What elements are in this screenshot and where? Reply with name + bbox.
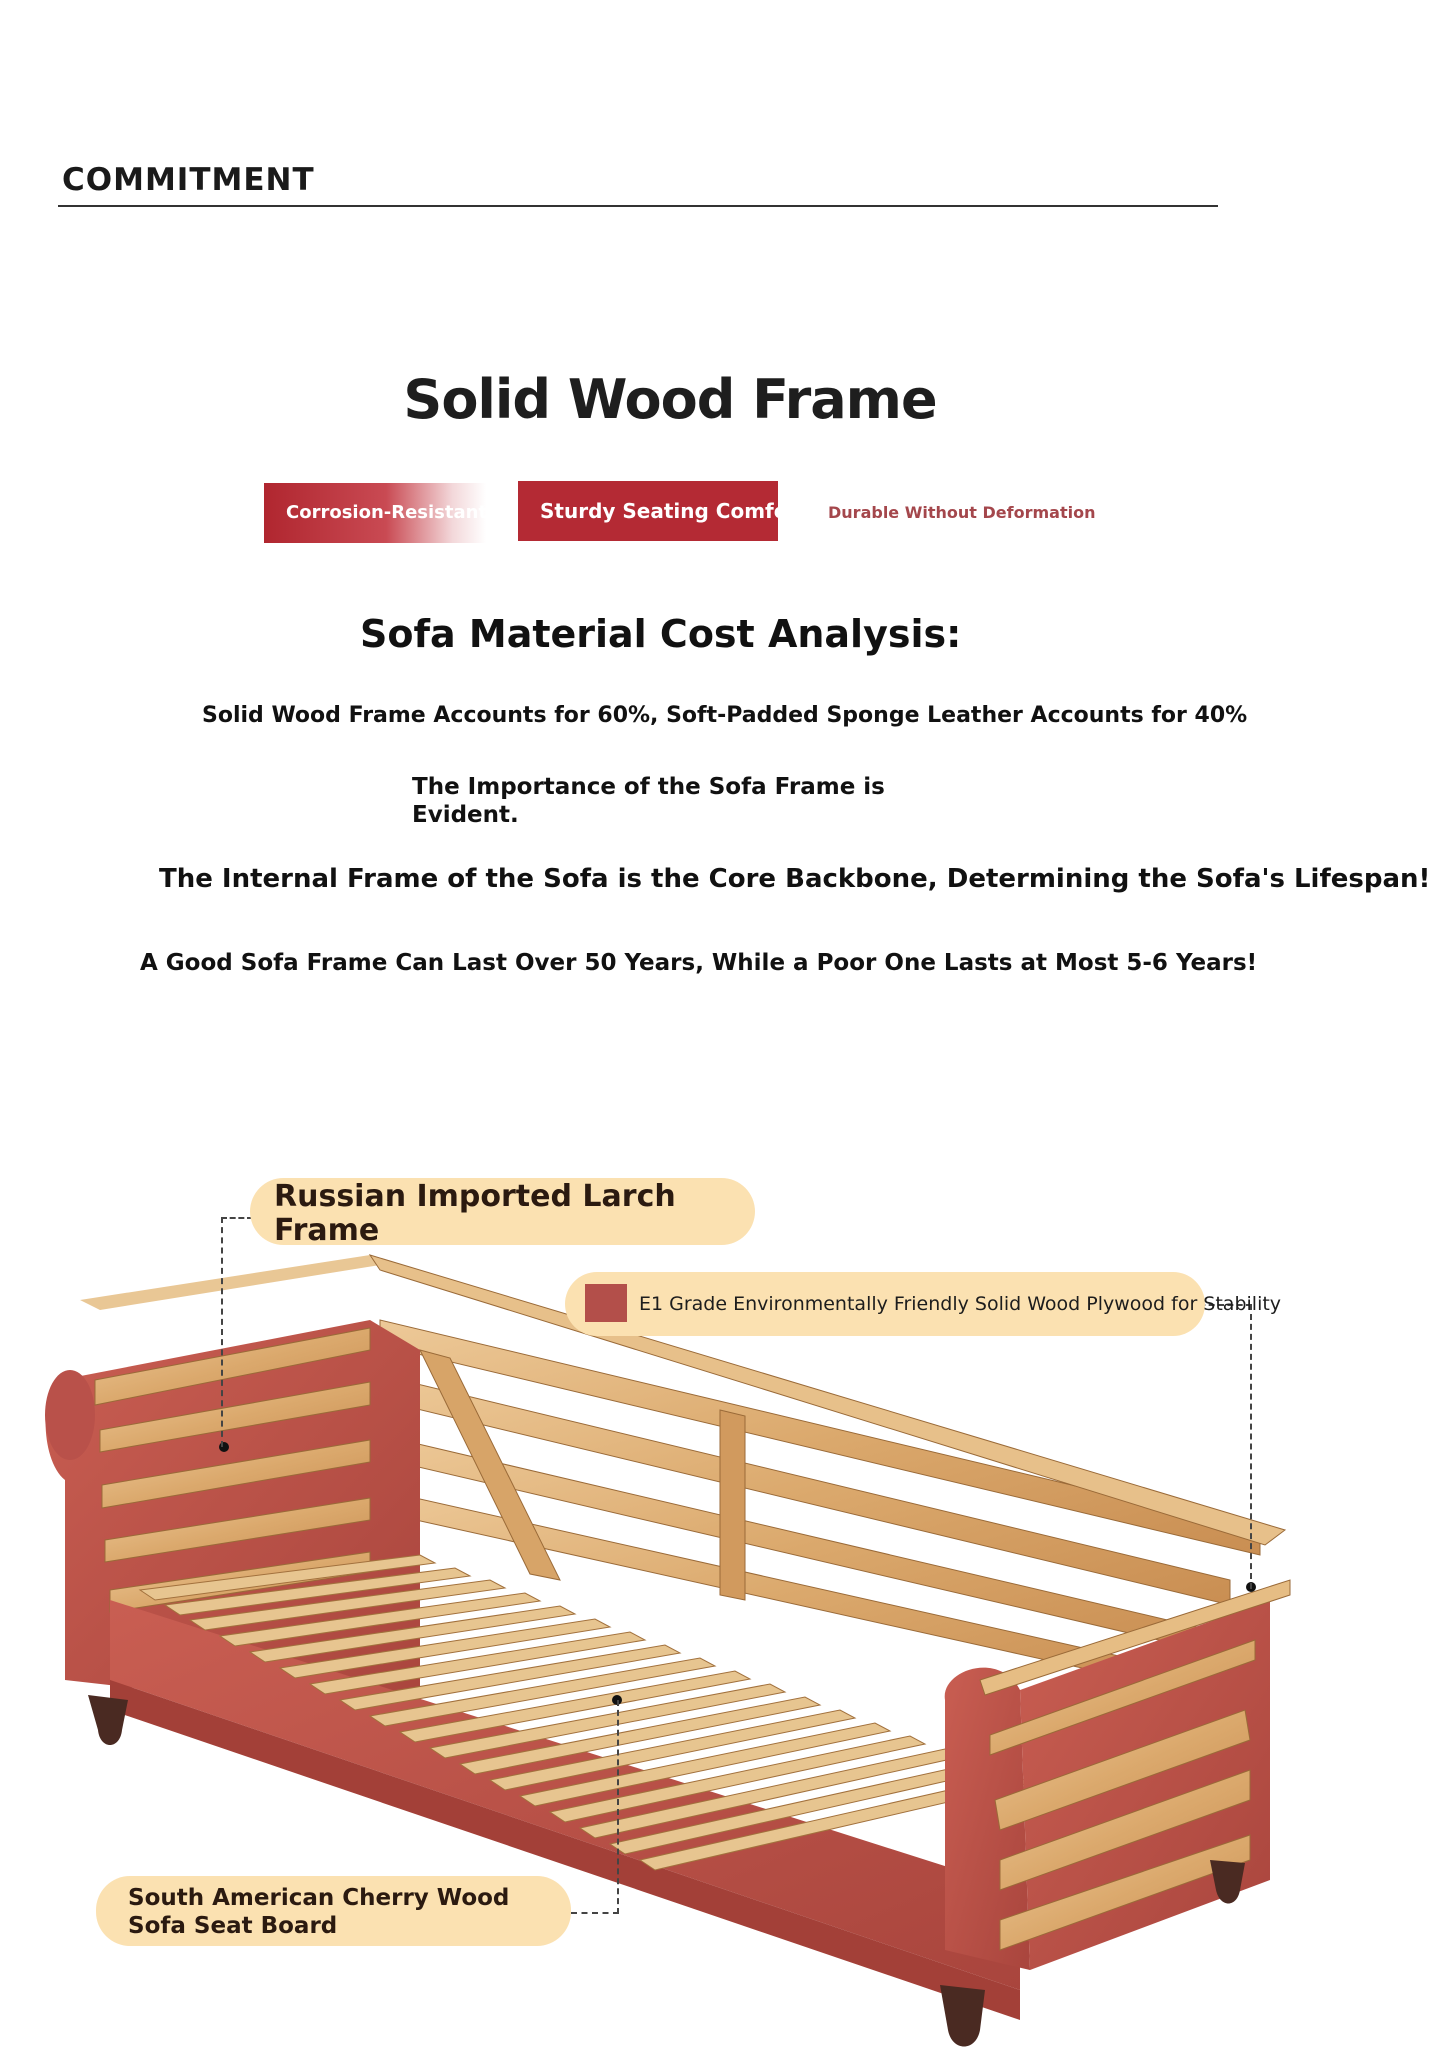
page-title: Solid Wood Frame: [403, 368, 937, 431]
seat-board-label: South American Cherry Wood Sofa Seat Board: [128, 1885, 510, 1939]
seat-board-leader-line: [571, 1700, 619, 1914]
frame-leader-line: [221, 1217, 253, 1447]
plywood-color-swatch: [585, 1284, 627, 1322]
section-divider: [58, 205, 1218, 207]
plywood-label: E1 Grade Environmentally Friendly Solid Wood Plywood for Stability: [639, 1293, 1282, 1315]
larch-frame-label: Russian Imported Larch Frame: [274, 1179, 676, 1248]
tag-corrosion-resistant: Corrosion-Resistant: [264, 483, 486, 543]
cost-analysis-title: Sofa Material Cost Analysis:: [360, 612, 962, 656]
plywood-leader-line: [1190, 1304, 1252, 1589]
cost-ratio-text: Solid Wood Frame Accounts for 60%, Soft-Padded Sponge Leather Accounts for 40%: [202, 703, 1248, 728]
plywood-callout: [565, 1272, 1282, 1336]
seat-board-callout: [96, 1876, 571, 1946]
frame-lifespan-text: A Good Sofa Frame Can Last Over 50 Years, While a Poor One Lasts at Most 5-6 Years!: [140, 950, 1258, 976]
tag-durable: Durable Without Deformation: [808, 483, 1068, 543]
section-label: COMMITMENT: [62, 162, 315, 198]
frame-importance-text: The Importance of the Sofa Frame is Evident.: [412, 774, 885, 828]
frame-core-text: The Internal Frame of the Sofa is the Core Backbone, Determining the Sofa's Lifespan!: [159, 864, 1430, 894]
tag-sturdy-seating: Sturdy Seating Comfort: [518, 481, 778, 541]
larch-frame-callout: [250, 1178, 755, 1248]
